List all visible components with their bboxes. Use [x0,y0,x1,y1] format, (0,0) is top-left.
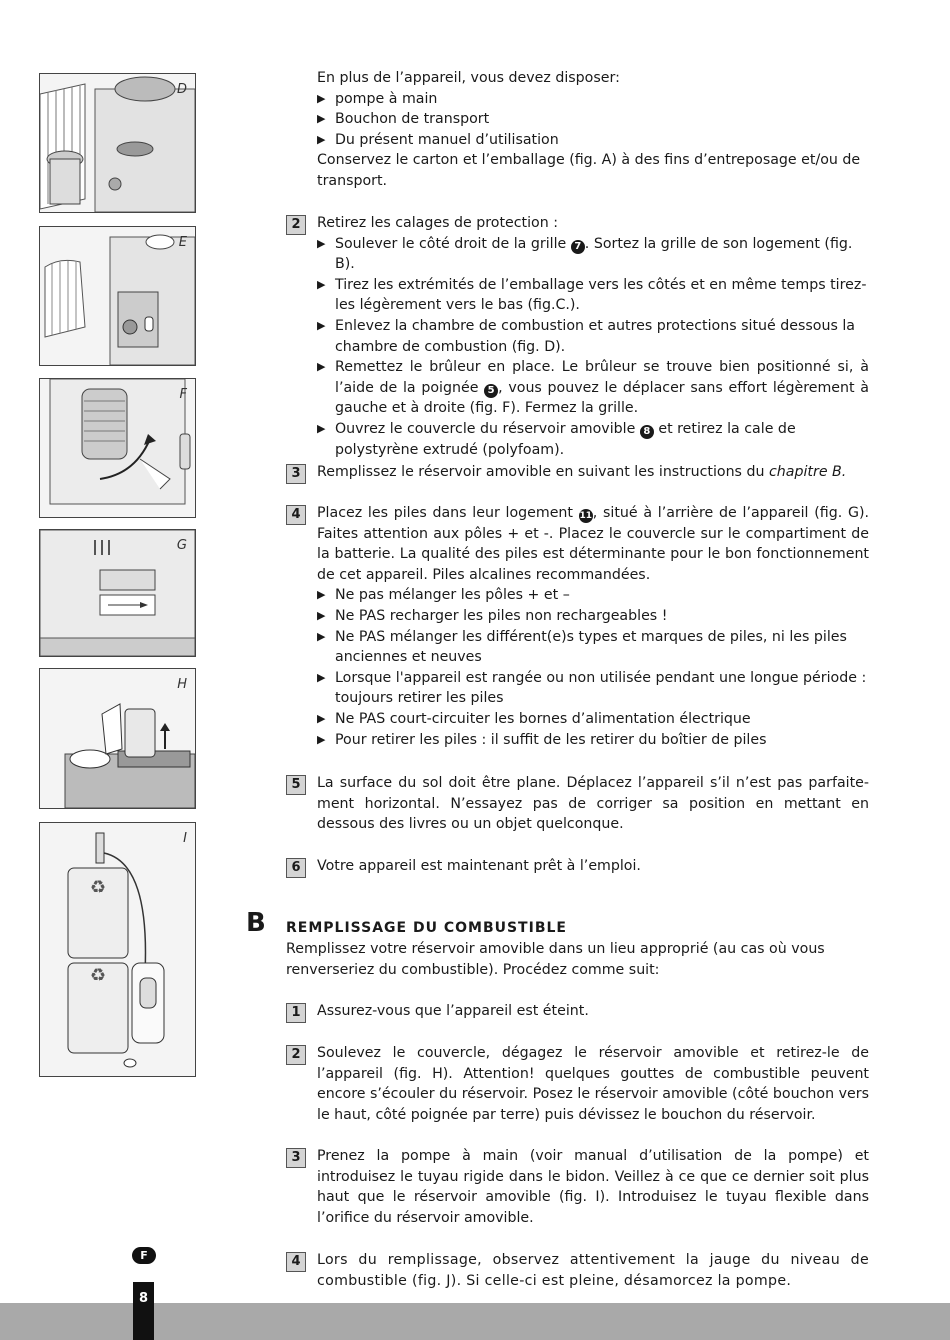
step-number: 2 [286,215,306,235]
step-bullet: ▶ Ne pas mélanger les pôles + et – [317,585,869,606]
step-number: 4 [286,1252,306,1272]
page-number: 8 [138,1291,149,1306]
section-b-step-1 [317,1001,869,1022]
section-b-step-3 [317,1146,869,1228]
step-text: Lors du remplissage, observez attentivement la jauge du niveau de combustible (fig. J). Si celle-ci est pleine, désamorcez la pompe. [317,1252,869,1289]
step-2 [317,213,869,460]
step-bullet: ▶ Ne PAS mélanger les différent(e)s types et marques de piles, ni les piles anciennes et neuves [317,627,869,668]
figure-label: F [179,387,187,402]
step-bullet: ▶ Tirez les extrémités de l’emballage vers les côtés et en même temps tirez-les légèrement vers le bas (fig.C.). [317,275,869,316]
step-bullet: ▶ Ne PAS court-circuiter les bornes d’alimentation électrique [317,709,869,730]
step-bullet: ▶ Enlevez la chambre de combustion et autres protections situé dessous la chambre de combustion (fig. D). [317,316,869,357]
step-text: Prenez la pompe à main (voir manual d’utilisation de la pompe) et introduisez le tuyau rigide dans le bidon. Veillez à ce que ce dernier soit plus haut que le réservoir amovible (fig. I). Introduisez le tuyau flexible dans l’orifice du réservoir amovible. [317,1148,869,1226]
section-b-step-4 [317,1250,869,1291]
figure-label: E [178,235,187,250]
step-bullet: ▶ Ouvrez le couvercle du réservoir amovible 8 et retirez la cale de polystyrène extrudé (polyfoam). [317,419,869,460]
figure-f [39,378,196,518]
heater-illustration-f [40,379,195,517]
ref-number-badge: 5 [484,384,498,398]
figure-e [39,226,196,366]
intro-bullet: ▶ Bouchon de transport [317,109,869,130]
step-bullet: ▶ Soulever le côté droit de la grille 7 . Sortez la grille de son logement (fig. B). [317,234,869,275]
heater-illustration-d [40,74,195,212]
figure-label: I [183,831,187,846]
step-bullet: ▶ Remettez le brûleur en place. Le brûleur se trouve bien positionné si, à l’aide de la poignée 5 , vous pouvez le déplacer sans effort légèrement à gauche et à droite (fig. F). Fermez la grille. [317,357,869,419]
step-text: Votre appareil est maintenant prêt à l’emploi. [317,858,641,874]
heater-illustration-g [40,530,195,656]
section-b-step-2 [317,1043,869,1125]
step-number: 5 [286,775,306,795]
step-number: 1 [286,1003,306,1023]
intro-bullet: ▶ Du présent manuel d’utilisation [317,130,869,151]
section-letter: B [246,908,266,938]
step-text: La surface du sol doit être plane. Déplacez l’appareil s’il n’est pas parfaite-ment horizontal. N’essayez pas de corriger sa position en mettant en dessous des livres ou un objet quelconque. [317,775,869,833]
step-text: Placez les piles dans leur logement 11, situé à l’arrière de l’appareil (fig. G). Faites attention aux pôles + et -. Placez le couvercle sur le compartiment de la batterie. La qualité des piles est déterminante pour le bon fonctionnement de cet appareil. Piles alcalines recommandées. [317,505,869,583]
step-number: 6 [286,858,306,878]
figure-i [39,822,196,1077]
pump-illustration-i [40,823,195,1076]
intro-block [317,68,869,192]
step-text: Assurez-vous que l’appareil est éteint. [317,1003,589,1019]
step-6 [317,856,869,877]
ref-number-badge: 8 [640,425,654,439]
figure-g [39,529,196,657]
intro-line: Conservez le carton et l’emballage (fig. A) à des fins d’entreposage et/ou de transport. [317,152,861,189]
ref-number-badge: 11 [579,511,593,521]
step-3 [317,462,869,483]
step-intro: Retirez les calages de protection : [317,215,559,231]
section-intro: Remplissez votre réservoir amovible dans un lieu approprié (au cas où vous renverseriez du combustible). Procédez comme suit: [286,941,825,978]
intro-line: En plus de l’appareil, vous devez disposer: [317,70,620,86]
step-bullet: ▶ Pour retirer les piles : il suffit de les retirer du boîtier de piles [317,730,869,751]
heater-illustration-h [40,669,195,808]
step-number: 4 [286,505,306,525]
figure-label: G [176,538,187,553]
step-number: 3 [286,464,306,484]
step-bullet: ▶ Lorsque l'appareil est rangée ou non utilisée pendant une longue période : toujours retirer les piles [317,668,869,709]
figure-h [39,668,196,809]
step-text: Remplissez le réservoir amovible en suivant les instructions du chapitre B. [317,464,847,480]
section-title: REMPLISSAGE DU COMBUSTIBLE [286,920,567,936]
figure-label: D [176,82,187,97]
intro-bullet: ▶ pompe à main [317,89,869,110]
step-4 [317,503,869,750]
svg-text:♻: ♻ [90,965,107,986]
heater-illustration-e [40,227,195,365]
svg-text:♻: ♻ [90,877,107,898]
step-text: Soulevez le couvercle, dégagez le réservoir amovible et retirez-le de l’appareil (fig. H). Attention! quelques gouttes de combustible peuvent encore s’écouler du réservoir. Posez le réservoir amovible (côté bouchon vers le haut, côté poignée par terre) puis dévissez le bouchon du réservoir. [317,1045,869,1123]
step-5 [317,773,869,835]
step-number: 3 [286,1148,306,1168]
step-bullet: ▶ Ne PAS recharger les piles non rechargeables ! [317,606,869,627]
figure-label: H [177,677,187,692]
language-badge: F [132,1247,156,1264]
figure-d [39,73,196,213]
ref-number-badge: 7 [571,240,585,254]
step-number: 2 [286,1045,306,1065]
